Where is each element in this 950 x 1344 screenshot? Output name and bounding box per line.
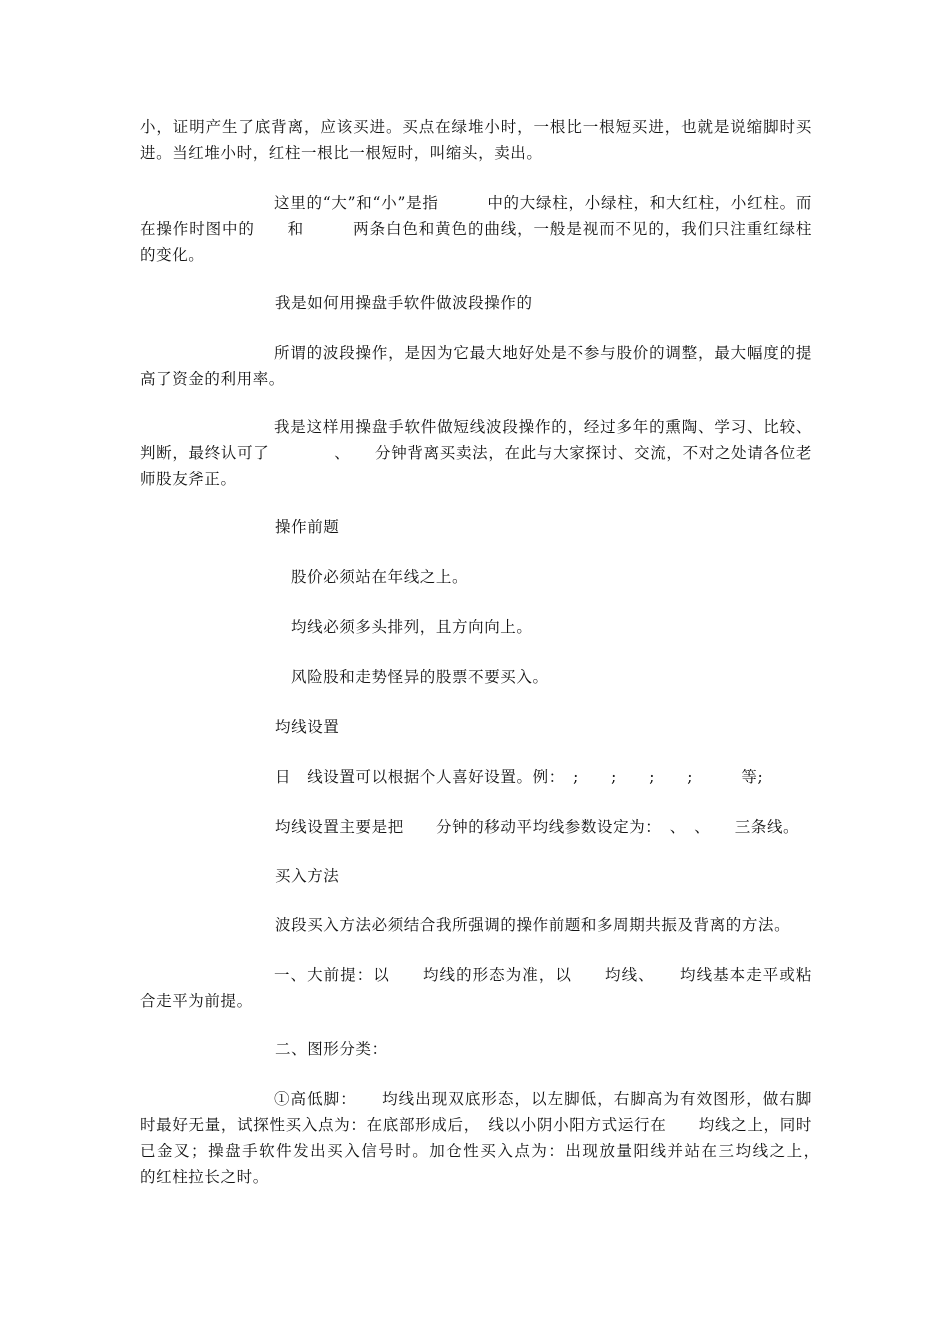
paragraph-2: 这里的“大”和“小”是指 中的大绿柱，小绿柱，和大红柱，小红柱。而在操作时图中的 和 两条白色和黄色的曲线，一般是视而不见的，我们只注重红绿柱的变化。 bbox=[140, 194, 812, 264]
premise-item-2: 均线必须多头排列，且方向向上。 bbox=[291, 618, 533, 636]
premise-item-1: 股价必须站在年线之上。 bbox=[291, 568, 469, 586]
buy-method-premise: 一、大前提：以 均线的形态为准，以 均线、 均线基本走平或粘合走平为前提。 bbox=[140, 966, 812, 1010]
paragraph-3: 所谓的波段操作，是因为它最大地好处是不参与股价的调整，最大幅度的提高了资金的利用率。 bbox=[140, 344, 812, 388]
premise-item-3: 风险股和走势怪异的股票不要买入。 bbox=[291, 668, 549, 686]
section-heading-premise: 操作前题 bbox=[275, 518, 340, 536]
section-heading-band-operation: 我是如何用操盘手软件做波段操作的 bbox=[275, 294, 533, 312]
section-heading-buy-method: 买入方法 bbox=[275, 867, 340, 885]
ma-settings-line-1: 日 线设置可以根据个人喜好设置。例： ; ; ; ; 等; bbox=[275, 768, 764, 786]
section-heading-ma-settings: 均线设置 bbox=[275, 718, 340, 736]
pattern-classification-heading: 二、图形分类： bbox=[275, 1040, 388, 1058]
paragraph-4: 我是这样用操盘手软件做短线波段操作的，经过多年的熏陶、学习、比较、判断，最终认可了 、 分钟背离买卖法，在此与大家探讨、交流，不对之处请各位老师股友斧正。 bbox=[140, 418, 812, 488]
paragraph-1: 小，证明产生了底背离，应该买进。买点在绿堆小时，一根比一根短买进，也就是说缩脚时买进。当红堆小时，红柱一根比一根短时，叫缩头，卖出。 bbox=[140, 118, 812, 162]
pattern-high-low-foot: ①高低脚： 均线出现双底形态，以左脚低，右脚高为有效图形，做右脚时最好无量，试探性买入点为：在底部形成后， 线以小阴小阳方式运行在 均线之上，同时 已金叉；操盘手软件发出买入信号时。加仓性买入点为：出现放量阳线并站在三均线之上， 的红柱拉长之时。 bbox=[140, 1090, 861, 1186]
buy-method-intro: 波段买入方法必须结合我所强调的操作前题和多周期共振及背离的方法。 bbox=[275, 916, 791, 934]
ma-settings-line-2: 均线设置主要是把 分钟的移动平均线参数设定为： 、 、 三条线。 bbox=[275, 818, 800, 836]
